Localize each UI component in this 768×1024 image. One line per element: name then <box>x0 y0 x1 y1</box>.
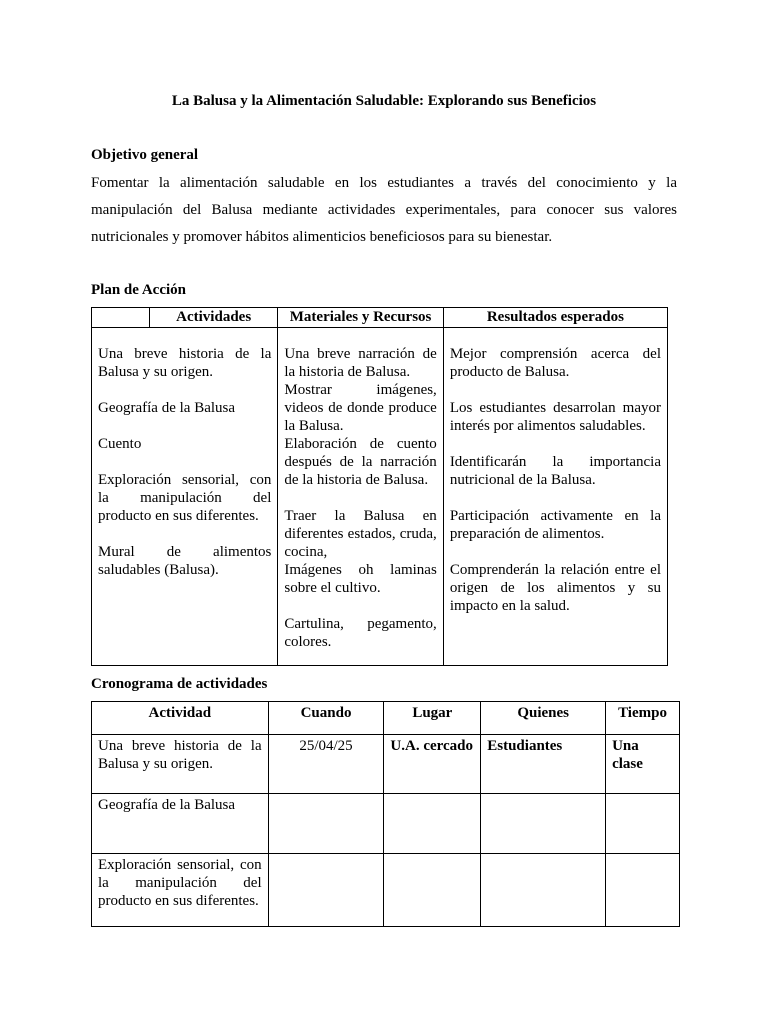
schedule-cell-who <box>481 854 606 927</box>
plan-activity: Geografía de la Balusa <box>98 400 236 416</box>
plan-heading: Plan de Acción <box>91 282 187 298</box>
schedule-cell-who: Estudiantes <box>481 735 606 794</box>
plan-result: Mejor comprensión acerca del producto de Balusa. <box>449 346 661 380</box>
plan-result: Los estudiantes desarrolan mayor interés por alimentos saludables. <box>449 400 661 434</box>
plan-body-row <box>92 328 668 666</box>
schedule-cell-time <box>606 854 680 927</box>
plan-activity: Cuento <box>98 436 142 452</box>
schedule-cell-activity: Exploración sensorial, con la manipulación del producto en sus diferentes. <box>92 854 269 927</box>
schedule-cell-time <box>606 794 680 854</box>
schedule-cell-activity: Geografía de la Balusa <box>92 794 269 854</box>
plan-header-row <box>92 308 668 328</box>
plan-material: Elaboración de cuento después de la narración de la historia de Balusa. <box>284 436 437 488</box>
plan-activities-cell <box>92 328 278 666</box>
plan-header-blank <box>92 308 150 328</box>
plan-results-cell <box>443 328 667 666</box>
schedule-header-activity: Actividad <box>92 702 269 735</box>
plan-activity: Una breve historia de la Balusa y su origen. <box>98 346 272 380</box>
schedule-table <box>91 701 680 927</box>
plan-header-results: Resultados esperados <box>443 308 667 328</box>
schedule-cell-when <box>268 794 384 854</box>
plan-material: Mostrar imágenes, videos de donde produce la Balusa. <box>284 382 437 434</box>
schedule-header-time: Tiempo <box>606 702 680 735</box>
plan-header-materials: Materiales y Recursos <box>278 308 443 328</box>
schedule-cell-place: U.A. cercado <box>384 735 481 794</box>
plan-materials-cell <box>278 328 443 666</box>
schedule-header-who: Quienes <box>481 702 606 735</box>
schedule-cell-place <box>384 854 481 927</box>
schedule-cell-activity: Una breve historia de la Balusa y su origen. <box>92 735 269 794</box>
plan-material: Una breve narración de la historia de Balusa. <box>284 346 437 380</box>
plan-result: Comprenderán la relación entre el origen de los alimentos y su impacto en la salud. <box>449 562 661 614</box>
schedule-cell-who <box>481 794 606 854</box>
table-row <box>92 794 680 854</box>
plan-result: Participación activamente en la preparación de alimentos. <box>449 508 661 542</box>
schedule-cell-time: Una clase <box>606 735 680 794</box>
table-row <box>92 854 680 927</box>
plan-material: Traer la Balusa en diferentes estados, cruda, cocina, <box>284 508 437 560</box>
plan-result: Identificarán la importancia nutricional de la Balusa. <box>449 454 661 488</box>
table-row <box>92 735 680 794</box>
schedule-header-place: Lugar <box>384 702 481 735</box>
plan-material: Imágenes oh laminas sobre el cultivo. <box>284 562 437 596</box>
plan-material: Cartulina, pegamento, colores. <box>284 616 437 650</box>
document-title: La Balusa y la Alimentación Saludable: Explorando sus Beneficios <box>171 93 597 109</box>
plan-header-activities: Actividades <box>149 308 277 328</box>
objective-text: Fomentar la alimentación saludable en los estudiantes a través del conocimiento y la manipulación del Balusa mediante actividades experimentales, para conocer sus valores nutricionales y promover hábitos alimenticios beneficiosos para su bienestar. <box>91 175 677 245</box>
schedule-header-when: Cuando <box>268 702 384 735</box>
schedule-header-row <box>92 702 680 735</box>
schedule-cell-place <box>384 794 481 854</box>
objective-heading: Objetivo general <box>91 147 199 163</box>
schedule-heading: Cronograma de actividades <box>91 676 268 692</box>
plan-activity: Exploración sensorial, con la manipulación del producto en sus diferentes. <box>98 472 272 524</box>
plan-activity: Mural de alimentos saludables (Balusa). <box>98 544 272 578</box>
schedule-cell-when: 25/04/25 <box>268 735 384 794</box>
schedule-cell-when <box>268 854 384 927</box>
plan-table <box>91 307 668 666</box>
